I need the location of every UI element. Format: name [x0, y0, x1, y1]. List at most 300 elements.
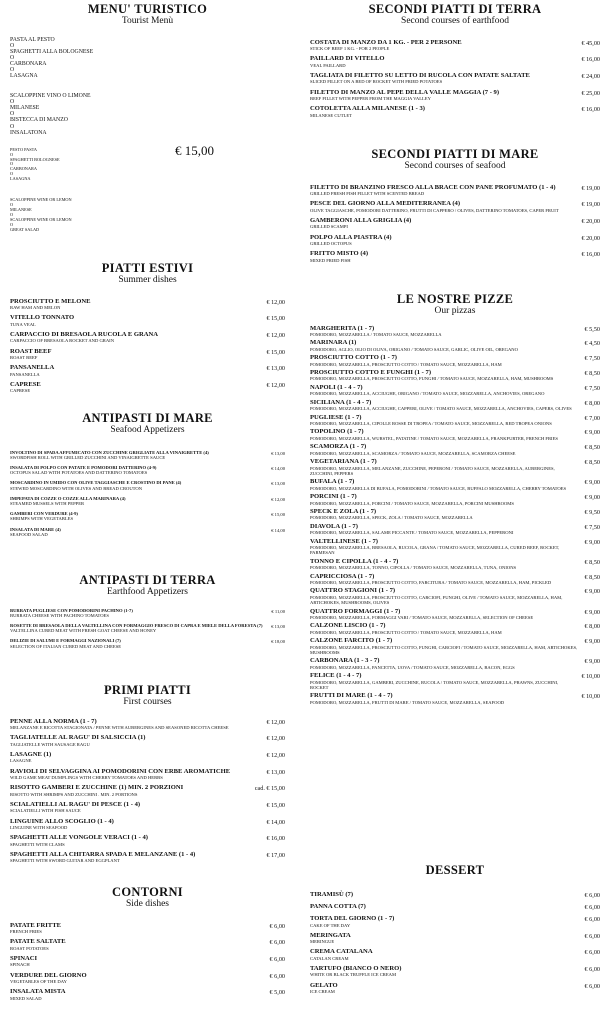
menu-item-text	[10, 988, 270, 1001]
menu-item-text	[10, 834, 266, 847]
menu-item-price: € 6,00	[584, 982, 600, 990]
menu-item-price: € 6,00	[584, 966, 600, 974]
menu-item	[310, 573, 600, 586]
tourist-menu-price: € 15,00	[175, 143, 214, 158]
menu-item	[310, 903, 600, 911]
menu-item	[310, 657, 600, 670]
menu-item	[10, 922, 285, 935]
menu-item-price: € 9,50	[584, 508, 600, 516]
menu-item-description: MERINGUE	[310, 939, 335, 945]
menu-item-description: SEAFOOD SALAD	[10, 531, 48, 537]
menu-item	[310, 608, 600, 621]
menu-item-price: € 8,50	[584, 444, 600, 452]
menu-item-name: CALZONE LISCIO (1 - 7)	[310, 622, 386, 630]
menu-item-price: € 9,00	[584, 479, 600, 487]
menu-item	[10, 638, 285, 648]
menu-item-price: € 8,50	[584, 558, 600, 566]
menu-item-name: FELICE (1 - 4 - 7)	[310, 672, 362, 680]
menu-item-text	[310, 250, 581, 263]
menu-item-price: € 13,00	[266, 365, 285, 373]
menu-item-text	[310, 339, 585, 352]
menu-item	[10, 834, 285, 847]
tourist-line: O	[10, 202, 14, 208]
menu-item-description: GRILLED SCAMPI	[310, 224, 348, 230]
menu-item-name: PATATE SALTATE	[10, 938, 66, 946]
menu-item-text	[310, 508, 585, 521]
menu-item-description: POMODORO, MOZZARELLA, FRUTTI DI MARE / TOMATO SAUCE, MOZZARELLA, SEAFOOD	[310, 699, 505, 705]
menu-item	[310, 325, 600, 338]
menu-item-price: € 6,00	[584, 892, 600, 900]
tourist-block-c	[10, 148, 285, 183]
menu-item-price: € 12,00	[266, 331, 285, 339]
menu-item-description: POMODORO, MOZZARELLA, PROSCIUTTO COTTO, FUNGHI, CARCIOFI / TOMATO SAUCE, MOZZARELLA, HAM, ARTICHOKES, MUSHROOMS	[310, 644, 578, 655]
tourist-line: CARBONARA	[10, 166, 37, 172]
menu-item-text	[10, 922, 270, 935]
menu-item-price: € 9,00	[584, 429, 600, 437]
menu-item-description: STEWED MOSCARDINO WITH OLIVES AND BREAD CROUTON	[10, 485, 143, 491]
tourist-line: GREAT SALAD	[10, 226, 40, 232]
menu-item	[10, 972, 285, 985]
menu-item-name: PANSANELLA	[10, 364, 55, 372]
menu-item-price: € 9,00	[584, 538, 600, 546]
tourist-line: SCALOPPINE WINE OR LEMON	[10, 197, 72, 203]
menu-item	[10, 784, 285, 797]
menu-item	[10, 768, 285, 781]
menu-item-description: POMODORO, MOZZARELLA, ACCIUGHE, CAPPERI, OLIVE / TOMATO SAUCE, MOZZARELLA, ANCHOVIES, CAPERS, OLIVES	[310, 406, 572, 412]
menu-item-text	[10, 608, 271, 618]
tourist-block-d	[10, 198, 285, 233]
menu-item	[310, 72, 600, 85]
menu-item-name: VEGETARIANA (1 - 7)	[310, 458, 377, 466]
menu-item-name: CREMA CATALANA	[310, 948, 373, 956]
antipasti-terra-section	[10, 574, 285, 654]
menu-item-name: SCAMORZA (1 - 7)	[310, 443, 367, 451]
menu-item	[310, 414, 600, 427]
menu-item	[10, 298, 285, 311]
menu-item-description: WHITE OR BLACK TRUFFLE ICE CREAM	[310, 972, 397, 978]
menu-item-text	[10, 972, 270, 985]
menu-item-description: MIXED SALAD	[10, 995, 42, 1001]
menu-item	[310, 637, 600, 655]
tourist-line: O	[10, 66, 15, 73]
menu-item-text	[310, 354, 585, 367]
tourist-line: LASAGNA	[10, 73, 38, 80]
menu-item-text	[10, 851, 266, 864]
menu-item-text	[10, 314, 266, 327]
menu-item-description: LINGUINE WITH SEAFOOD	[10, 824, 68, 830]
menu-item-name: LASAGNE (1)	[10, 750, 52, 758]
tourist-line: O	[10, 221, 14, 227]
menu-item-price: € 4,50	[584, 340, 600, 348]
menu-item	[310, 558, 600, 571]
menu-item-name: ROAST BEEF	[10, 347, 52, 355]
menu-item-text	[10, 465, 271, 475]
menu-item-text	[310, 105, 581, 118]
menu-item-name: TONNO E CIPOLLA (1 - 4 - 7)	[310, 557, 399, 565]
menu-item	[10, 734, 285, 747]
menu-item-name: FILETTO DI BRANZINO FRESCO ALLA BRACE CON PANE PROFUMATO (1 - 4)	[310, 183, 556, 191]
menu-item	[310, 339, 600, 352]
secondi-mare-section	[310, 148, 600, 267]
menu-item-name: DELIZIE DI SALUMI E FORMAGGI NAZIONALI (7)	[10, 638, 121, 644]
menu-item-description: POMODORO, MOZZARELLA, FORMAGGI VARI / TOMATO SAUCE, MOZZARELLA, SELECTION OF CHEESE	[310, 614, 534, 620]
menu-item-text	[10, 718, 266, 731]
menu-item-price: € 7,50	[584, 355, 600, 363]
item-list	[310, 323, 600, 705]
menu-item	[310, 538, 600, 556]
menu-item-description: ROAST POTATOES	[10, 945, 49, 951]
section-subtitle: Summer dishes	[118, 275, 177, 286]
tourist-line: O	[10, 212, 14, 218]
menu-item-text	[310, 428, 585, 441]
section-title: MENU' TURISTICO	[87, 2, 208, 16]
menu-item	[10, 608, 285, 618]
menu-item-text	[10, 364, 266, 377]
tourist-line: SPAGHETTI ALLA BOLOGNESE	[10, 48, 94, 55]
menu-item-text	[310, 573, 585, 586]
menu-item-price: € 6,00	[584, 949, 600, 957]
menu-item-price: € 5,50	[584, 325, 600, 333]
menu-item-description: POMODORO, MOZZARELLA, WURSTEL, PATATINE / TOMATO SAUCE, MOZZARELLA, FRANKFURTER, FRENCH FRIES	[310, 435, 558, 441]
menu-item	[310, 493, 600, 506]
menu-item-price: € 14,00	[271, 465, 285, 471]
tourist-block-b	[10, 93, 285, 136]
section-title: PIATTI ESTIVI	[101, 261, 194, 275]
tourist-line: O	[10, 161, 14, 167]
tourist-line: INSALATONA	[10, 129, 47, 136]
section-subtitle: Second courses of seafood	[404, 161, 506, 172]
menu-item-text	[10, 527, 271, 537]
menu-item-price: € 9,00	[584, 638, 600, 646]
menu-item-description: CATALAN CREAM	[310, 955, 349, 961]
menu-item-price: € 12,00	[271, 496, 285, 502]
menu-item-name: NAPOLI (1 - 4 - 7)	[310, 383, 363, 391]
item-list	[310, 178, 600, 263]
menu-item-price: € 16,00	[581, 56, 600, 64]
menu-item-text	[310, 692, 581, 705]
menu-item-description: POMODORO, MOZZARELLA, SALAME PICCANTE / TOMATO SAUCE, MOZZARELLA, PEPPERONI	[310, 530, 514, 536]
menu-item-text	[310, 608, 585, 621]
menu-item-description: RAW HAM AND MELON	[10, 304, 61, 310]
tourist-line: SPAGHETTI BOLOGNESE	[10, 156, 60, 162]
tourist-line: O	[10, 151, 14, 157]
menu-item	[10, 314, 285, 327]
menu-item-price: € 12,00	[266, 718, 285, 726]
menu-item-description: MILANESE CUTLET	[310, 112, 352, 118]
menu-item-price: € 7,50	[584, 523, 600, 531]
left-column	[10, 0, 285, 1024]
menu-item	[310, 915, 600, 928]
menu-item-name: DIAVOLA (1 - 7)	[310, 522, 358, 530]
menu-item-description: POMODORO, MOZZARELLA, PORCINI / TOMATO SAUCE, MOZZARELLA, PORCINI MUSHROOMS	[310, 500, 514, 506]
menu-item-price: € 7,00	[584, 414, 600, 422]
menu-item-name: SPAGHETTI ALLA CHITARRA SPADA E MELANZANE (1 - 4)	[10, 850, 196, 858]
menu-item-price: € 10,00	[581, 693, 600, 701]
item-list	[10, 916, 285, 1001]
menu-item	[10, 364, 285, 377]
menu-item-description: SPAGHETTI WITH CLAMS	[10, 841, 65, 847]
item-list	[10, 292, 285, 394]
menu-item-name: MARGHERITA (1 - 7)	[310, 324, 375, 332]
menu-item-text	[10, 496, 271, 506]
menu-item	[10, 511, 285, 521]
menu-item-text	[310, 982, 585, 995]
menu-item-description: CARPACCIO OF BRESAOLA ROCKET AND GRAIN	[10, 338, 115, 344]
menu-item-name: MARINARA (1)	[310, 339, 357, 347]
menu-item	[310, 399, 600, 412]
menu-item	[310, 55, 600, 68]
menu-item-text	[310, 443, 585, 456]
menu-item-price: € 6,00	[584, 904, 600, 912]
menu-item-text	[310, 903, 585, 910]
menu-item-price: € 16,00	[266, 835, 285, 843]
menu-item-text	[10, 818, 266, 831]
menu-item	[10, 465, 285, 475]
menu-item	[310, 39, 600, 52]
menu-item-price: € 8,50	[584, 573, 600, 581]
menu-item-price: € 8,50	[584, 370, 600, 378]
menu-item	[310, 965, 600, 978]
menu-item-description: POMODORO, MOZZARELLA, CIPOLLE ROSSE DI TROPEA / TOMATO SAUCE, MOZZARELLA, RED TROPEA ONIONS	[310, 421, 552, 426]
menu-item-description: BEEF FILLET WITH PEPPER FROM THE MAGGIA VALLEY	[310, 95, 431, 101]
menu-item-description: RISOTTO WITH SHRIMPS AND ZUCCHINI . MIN. 2 PORTIONS	[10, 791, 138, 797]
menu-item-text	[310, 414, 585, 427]
menu-item-text	[310, 384, 585, 397]
menu-item-text	[310, 622, 585, 635]
menu-item-price: € 20,00	[581, 234, 600, 242]
menu-item	[310, 89, 600, 102]
menu-item-description: MELANZANE E RICOTTA STAGIONATA / PENNE WITH AUBERGINES AND SEASONED RICOTTA CHEESE	[10, 724, 229, 730]
menu-item-name: GELATO	[310, 981, 338, 989]
menu-item-name: MOSCARDINO IN UMIDO CON OLIVE TAGGIASCHE E CROSTINO DI PANE (4)	[10, 480, 182, 486]
menu-item-price: € 13,00	[271, 481, 285, 487]
menu-item-description: BURRATA CHEESE WITH PACHINO TOMATOES	[10, 612, 109, 618]
section-subtitle: Earthfood Appetizers	[107, 587, 188, 598]
menu-item-name: SICILIANA (1 - 4 - 7)	[310, 398, 372, 406]
menu-item	[10, 623, 285, 633]
menu-item-description: MIXED FRIED FISH	[310, 257, 351, 263]
menu-item-description: TAGLIATELLE WITH SAUSAGE RAGU	[10, 741, 90, 747]
menu-item	[310, 508, 600, 521]
menu-item-description: POMODORO, MOZZARELLA, PROSCIUTTO COTTO / TOMATO SAUCE, MOZZARELLA, HAM	[310, 361, 502, 367]
tourist-line: MILANESE	[10, 105, 40, 112]
menu-item-text	[310, 72, 581, 85]
menu-item-name: PANNA COTTA (7)	[310, 903, 366, 911]
menu-item-name: FRITTO MISTO (4)	[310, 250, 369, 258]
menu-item-price: € 8,00	[584, 399, 600, 407]
menu-item-name: ROSETTE DI BRESAOLA DELLA VALTELLINA CON FORMAGGIO FRESCO DI CAPRA E MIELE DELLA FORESTA (7)	[10, 622, 263, 628]
menu-item-name: CARBONARA (1 - 3 - 7)	[310, 657, 380, 665]
menu-item-description: POMODORO, MOZZARELLA, BRESAOLA, RUCOLA, GRANA / TOMATO SAUCE, MOZZARELLA, CURED BEEF, ROCKET, PARMESAN	[310, 545, 560, 556]
menu-item-text	[10, 638, 271, 648]
menu-item-description: SLICED FILLET ON A BED OF ROCKET WITH FRIED POTATOES	[310, 79, 443, 85]
menu-item-description: SWORDFISH ROLL WITH GRILLED ZUCCHINI AND VINAIGRETTE SAUCE	[10, 454, 166, 460]
menu-item-text	[310, 657, 585, 670]
menu-item-price: € 15,00	[266, 801, 285, 809]
menu-item-text	[10, 784, 255, 797]
menu-item-text	[310, 325, 585, 338]
menu-item-price: € 15,00	[266, 315, 285, 323]
menu-item-description: POMODORO, MOZZARELLA / TOMATO SAUCE, MOZZARELLA	[310, 331, 442, 337]
menu-item-description: LASAGNE	[10, 758, 32, 764]
menu-item-price: € 9,00	[584, 588, 600, 596]
menu-item-name: COTOLETTA ALLA MILANESE (1 - 3)	[310, 105, 425, 113]
menu-item-text	[310, 965, 585, 978]
menu-item-name: PESCE DEL GIORNO ALLA MEDITERRANEA (4)	[310, 200, 461, 208]
menu-item-description: STEAMED MUSSELS WITH PEPPER	[10, 500, 85, 506]
menu-item-price: € 9,00	[584, 608, 600, 616]
menu-item	[310, 932, 600, 945]
menu-item-text	[310, 184, 581, 197]
menu-item-name: PENNE ALLA NORMA (1 - 7)	[10, 717, 97, 725]
menu-item-name: GAMBERONI ALLA GRIGLIA (4)	[310, 216, 412, 224]
menu-item-price: € 18,00	[271, 639, 285, 645]
menu-item	[10, 331, 285, 344]
menu-item-text	[310, 55, 581, 68]
menu-item-name: IMPEPATA DI COZZE O COZZE ALLA MARINARA (4)	[10, 495, 126, 501]
item-list	[10, 714, 285, 864]
menu-item	[310, 369, 600, 382]
menu-item-name: CALZONE FARCITO (1 - 7)	[310, 637, 393, 645]
menu-item-text	[310, 538, 585, 556]
menu-item-text	[310, 637, 585, 655]
menu-item	[10, 718, 285, 731]
menu-item-price: cad. € 15,00	[254, 785, 285, 793]
menu-item-description: POMODORO, MOZZARELLA DI BUFALA, POMODORINI / TOMATO SAUCE, BUFFALO MOZZARELLA, CHERRY TOMATOES	[310, 485, 567, 491]
right-column	[310, 0, 600, 1024]
menu-item-text	[310, 932, 585, 945]
menu-item-text	[10, 801, 266, 814]
menu-item	[310, 891, 600, 899]
menu-item-text	[310, 234, 581, 247]
menu-item-text	[310, 217, 581, 230]
menu-item-text	[310, 200, 581, 213]
section-title: ANTIPASTI DI MARE	[82, 411, 213, 425]
menu-item-price: € 7,50	[584, 384, 600, 392]
menu-item	[310, 672, 600, 690]
menu-item-price: € 19,00	[581, 201, 600, 209]
menu-item-description: POMODORO, MOZZARELLA, ACCIUGHE, ORIGANO / TOMATO SAUCE, MOZZARELLA, ANCHOVIES, OREGANO	[310, 391, 545, 397]
menu-item-name: MERINGATA	[310, 931, 351, 939]
tourist-line: CARBONARA	[10, 60, 47, 67]
menu-item-description: VEAL PAILLARD	[310, 62, 346, 68]
menu-item	[10, 955, 285, 968]
menu-item-description: SHRIMPS WITH VEGETABLES	[10, 516, 74, 522]
menu-item-name: BURRATA PUGLIESE CON POMODORINI PACHINO (1-7)	[10, 607, 133, 613]
menu-item	[10, 988, 285, 1001]
menu-item-price: € 14,00	[271, 527, 285, 533]
menu-item-text	[10, 450, 271, 460]
menu-item-name: SCIALATIELLI AL RAGU' DI PESCE (1 - 4)	[10, 800, 141, 808]
menu-item-name: PROSCIUTTO COTTO (1 - 7)	[310, 354, 397, 362]
menu-item-text	[310, 89, 581, 102]
dessert-section	[310, 864, 600, 998]
menu-item	[310, 428, 600, 441]
menu-item-text	[10, 623, 271, 633]
menu-item-name: INSALATA DI MARE (4)	[10, 526, 61, 532]
tourist-line: O	[10, 42, 15, 49]
menu-item	[310, 622, 600, 635]
menu-item-price: € 6,00	[269, 939, 285, 947]
menu-item	[310, 523, 600, 536]
primi-piatti-section	[10, 684, 285, 867]
menu-item-price: € 6,00	[269, 972, 285, 980]
section-subtitle: First courses	[123, 697, 172, 708]
menu-item-price: € 5,00	[269, 989, 285, 997]
menu-item-price: € 12,00	[266, 381, 285, 389]
menu-item-description: GRILLED FRESH FISH FILLET WITH SCENTED BREAD	[310, 190, 425, 196]
menu-item	[310, 478, 600, 491]
menu-item	[10, 450, 285, 460]
menu-item-description: FRENCH FRIES	[10, 928, 42, 934]
menu-item-text	[310, 891, 585, 898]
menu-item-name: QUATTRO STAGIONI (1 - 7)	[310, 587, 396, 595]
menu-item-price: € 13,00	[266, 768, 285, 776]
menu-item-name: PORCINI (1 - 7)	[310, 493, 357, 501]
menu-item-description: CAKE OF THE DAY	[310, 922, 351, 928]
menu-item-name: CAPRICCIOSA (1 - 7)	[310, 572, 375, 580]
menu-item-text	[10, 955, 270, 968]
menu-item-description: VEGETABLES OF THE DAY	[10, 978, 67, 984]
menu-item-price: € 12,00	[266, 751, 285, 759]
tourist-line: PESTO PASTA	[10, 146, 37, 152]
menu-item-price: € 45,00	[581, 39, 600, 47]
menu-item-price: € 14,00	[266, 818, 285, 826]
menu-item	[310, 587, 600, 605]
menu-item-name: PAILLARD DI VITELLO	[310, 55, 385, 63]
menu-item-name: VALTELLINESE (1 - 7)	[310, 537, 378, 545]
menu-item-name: SPINACI	[10, 954, 38, 962]
menu-item	[310, 200, 600, 213]
section-title: SECONDI PIATTI DI MARE	[371, 147, 539, 161]
menu-item-description: TUNA VEAL	[10, 321, 36, 327]
menu-item-text	[10, 751, 266, 764]
menu-item-name: COSTATA DI MANZO DA 1 KG. - PER 2 PERSONE	[310, 38, 462, 46]
menu-item-price: € 16,00	[581, 106, 600, 114]
menu-item-description: ICE CREAM	[310, 989, 335, 995]
section-subtitle: Our pizzas	[434, 306, 476, 317]
menu-item-description: ROAST BEEF	[10, 354, 38, 360]
menu-item-price: € 12,00	[266, 298, 285, 306]
menu-item-name: RAVIOLI DI SELVAGGINA AI POMODORINI CON ERBE AROMATICHE	[10, 767, 231, 775]
tourist-line: O	[10, 99, 15, 106]
menu-item-name: TARTUFO (BIANCO O NERO)	[310, 965, 402, 973]
menu-item-price: € 19,00	[581, 184, 600, 192]
menu-item	[310, 234, 600, 247]
section-subtitle: Tourist Menù	[121, 16, 174, 27]
tourist-line: O	[10, 54, 15, 61]
menu-item-description: VALTELLINA CURED MEAT WITH FRESH GOAT CHEESE AND HONEY	[10, 628, 157, 634]
menu-item-text	[310, 493, 585, 506]
menu-item-description: POMODORO, MOZZARELLA, MELANZANE, ZUCCHINE, PEPERONI / TOMATO SAUCE, MOZZARELLA, AUBERGINES, ZUCCHINI, PEPPERS	[310, 465, 555, 476]
menu-item-text	[310, 672, 581, 690]
menu-item-name: INSALATA DI POLPO CON PATATE E POMODORI DATTERINO (4-9)	[10, 464, 157, 470]
menu-item-text	[10, 381, 266, 394]
menu-item-text	[310, 399, 585, 412]
section-title: PRIMI PIATTI	[103, 683, 192, 697]
menu-item-price: € 25,00	[581, 89, 600, 97]
contorni-section	[10, 886, 285, 1005]
menu-item	[310, 948, 600, 961]
tourist-block-a	[10, 37, 285, 80]
section-title: DESSERT	[425, 863, 485, 877]
menu-item-text	[10, 331, 266, 344]
menu-item-price: € 11,00	[271, 608, 285, 614]
menu-item-name: TORTA DEL GIORNO (1 - 7)	[310, 915, 395, 923]
tourist-line: SCALOPPINE WINE OR LEMON	[10, 216, 72, 222]
menu-item-price: € 10,00	[581, 673, 600, 681]
menu-item-text	[10, 768, 266, 781]
